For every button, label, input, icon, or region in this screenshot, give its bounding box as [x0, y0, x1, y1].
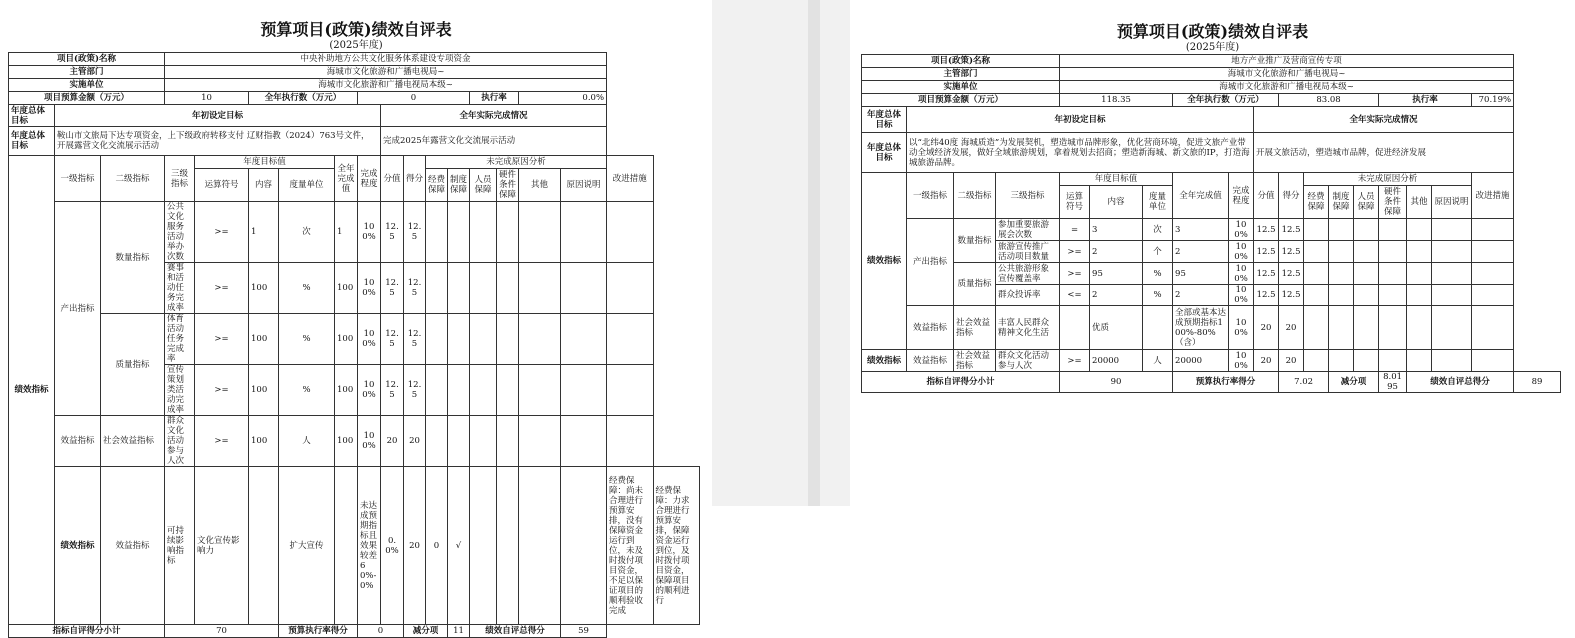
cell-score: 12.5 [1254, 219, 1279, 241]
cell-unit: % [1143, 285, 1173, 306]
cell-content: 1 [249, 202, 279, 263]
goal-initial: 以“北纬40度 海城质造”为发展契机，塑造城市品牌形象，优化营商环境，促进文旅产业带动全域经济发展，做好全域旅游规划，拿着规划去招商；塑造新海城、新文旅的IP，打造海城旅游品牌。 [907, 133, 1254, 173]
cell-l3: 旅游宣传推广活动项目数量 [996, 241, 1060, 263]
table-row [862, 306, 1561, 350]
cell-degree: 100% [358, 314, 381, 365]
cell-got: 12.5 [404, 314, 426, 365]
unit-name: 海城市文化旅游和广播电视局本级~ [165, 79, 607, 92]
cell-complete: 未达成预期指标且效果较差60%-0% [358, 467, 381, 625]
table-row [9, 314, 700, 365]
label-initial: 年初设定目标 [55, 105, 381, 127]
cell-unit: 个 [1143, 241, 1173, 263]
h-r1: 经费保障 [1304, 186, 1329, 219]
cell-l2: 数量指标 [954, 219, 996, 263]
cell-got: 12.5 [1279, 285, 1304, 306]
check-mark: √ [448, 467, 470, 625]
h-r3: 人员保障 [470, 169, 497, 202]
page-year: (2025年度) [1185, 42, 1240, 53]
cell-complete: 100 [335, 365, 358, 416]
h-complete: 全年完成值 [1173, 173, 1229, 219]
h-measure: 改进措施 [607, 156, 653, 202]
label-deduct: 减分项 [1329, 372, 1379, 393]
cell-l3: 群众投诉率 [996, 285, 1060, 306]
h-r6: 原因说明 [561, 169, 607, 202]
label-exec: 全年执行数（万元） [249, 92, 358, 105]
h-level3: 三级指标 [996, 173, 1060, 219]
h-got: 得分 [1279, 173, 1304, 219]
dept-name: 海城市文化旅游和广播电视局~ [1060, 68, 1514, 81]
cell-got: 20 [1279, 306, 1304, 350]
table-row [9, 467, 700, 625]
project-name: 中央补助地方公共文化服务体系建设专项资金 [165, 53, 607, 66]
cell-unit: 人 [1143, 350, 1173, 372]
h-r1: 经费保障 [426, 169, 448, 202]
h-degree: 完成程度 [358, 156, 381, 202]
label-project: 项目(政策)名称 [862, 55, 1060, 68]
cell-unit [335, 467, 358, 625]
cell-l3: 宣传策划类活动完成率 [165, 365, 195, 416]
h-level1: 一级指标 [907, 173, 954, 219]
label-goal: 年度总体目标 [9, 105, 55, 127]
h-level3: 三级指标 [165, 156, 195, 202]
cell-complete: 2 [1173, 241, 1229, 263]
cell-op [1060, 306, 1090, 350]
label-project: 项目(政策)名称 [9, 53, 165, 66]
cell-content: 100 [249, 416, 279, 467]
page-year: (2025年度) [329, 40, 383, 51]
cell-unit: 次 [279, 202, 335, 263]
h-level2: 二级指标 [954, 173, 996, 219]
cell-score: 12.5 [381, 314, 404, 365]
label-deduct: 减分项 [404, 625, 448, 638]
label-total: 绩效自评总得分 [1407, 372, 1514, 393]
h-level2: 二级指标 [101, 156, 165, 202]
cell-score: 12.5 [1254, 241, 1279, 263]
cell-l3: 赛事和活动任务完成率 [165, 263, 195, 314]
document-page-left [0, 0, 712, 636]
goal-actual: 完成2025年露营文化交流展示活动 [381, 127, 607, 156]
cell-l3: 公共旅游形象宣传覆盖率 [996, 263, 1060, 285]
subtotal-value: 70 [165, 625, 279, 638]
h-r4: 硬件条件保障 [497, 169, 519, 202]
h-score: 分值 [381, 156, 404, 202]
label-budget: 项目预算金额（万元） [862, 94, 1060, 107]
h-r6: 原因说明 [1432, 186, 1472, 219]
label-output: 产出指标 [55, 202, 101, 416]
cell-op [249, 467, 279, 625]
h-complete: 全年完成值 [335, 156, 358, 202]
cell-got: 12.5 [1279, 219, 1304, 241]
cell-got: 12.5 [404, 202, 426, 263]
cell-l2: 数量指标 [101, 202, 165, 314]
label-rate: 执行率 [1379, 94, 1472, 107]
page-title: 预算项目(政策)绩效自评表 [260, 20, 452, 39]
cell-complete: 100 [335, 416, 358, 467]
label-actual: 全年实际完成情况 [1254, 107, 1514, 133]
h-op: 运算符号 [195, 169, 249, 202]
cell-score: 12.5 [381, 263, 404, 314]
exec-value: 83.08 [1279, 94, 1379, 107]
cell-content: 优质 [1090, 306, 1143, 350]
h-content: 内容 [1090, 186, 1143, 219]
cell-content: 100 [249, 314, 279, 365]
page-gutter-divider [808, 0, 820, 506]
measure-text: 经费保障：力求合理进行预算安排，保障资金运行到位，及时拨付项目资金，保障项目的顺利进行 [653, 467, 699, 625]
project-name: 地方产业推广及营商宣传专项 [1060, 55, 1514, 68]
h-reason-group: 未完成原因分析 [1304, 173, 1472, 186]
cell-content: 100 [249, 263, 279, 314]
cell-got: 12.5 [404, 263, 426, 314]
cell-op: >= [195, 416, 249, 467]
cell-unit: 人 [279, 416, 335, 467]
label-unit: 实施单位 [9, 79, 165, 92]
document-page-right [850, 0, 1575, 506]
cell-op: >= [195, 314, 249, 365]
cell-l2: 质量指标 [954, 263, 996, 306]
label-perf: 绩效指标 [9, 156, 55, 625]
cell-unit: % [279, 365, 335, 416]
cell-degree: 100% [1229, 306, 1254, 350]
cell-score: 12.5 [1254, 263, 1279, 285]
label-rate: 执行率 [470, 92, 519, 105]
cell-l2: 社会效益指标 [101, 416, 165, 467]
page-gutter [712, 0, 850, 506]
cell-complete: 全部或基本达成预期指标100%-80%（含） [1173, 306, 1229, 350]
label-perf: 绩效指标 [55, 467, 101, 625]
table-row [9, 202, 700, 263]
h-r4: 硬件条件保障 [1379, 186, 1407, 219]
cell-complete: 1 [335, 202, 358, 263]
page-title: 预算项目(政策)绩效自评表 [1116, 22, 1309, 41]
deduct-value: 8.0195 [1379, 372, 1407, 393]
cell-l1: 效益指标 [907, 306, 954, 350]
h-content: 内容 [249, 169, 279, 202]
cell-got: 0 [426, 467, 448, 625]
cell-op: >= [1060, 241, 1090, 263]
goal-actual: 开展文旅活动，塑造城市品牌，促进经济发展 [1254, 133, 1514, 173]
label-exec-score: 预算执行率得分 [1173, 372, 1279, 393]
h-unit: 度量单位 [279, 169, 335, 202]
evaluation-table [8, 52, 700, 638]
cell-l2: 质量指标 [101, 314, 165, 416]
label-subtotal: 指标自评得分小计 [862, 372, 1060, 393]
cell-complete: 20000 [1173, 350, 1229, 372]
cell-complete: 95 [1173, 263, 1229, 285]
h-r2: 制度保障 [1329, 186, 1354, 219]
cell-score: 12.5 [381, 202, 404, 263]
label-goal: 年度总体目标 [862, 133, 907, 173]
label-goal: 年度总体目标 [9, 127, 55, 156]
cell-op: = [1060, 219, 1090, 241]
h-r3: 人员保障 [1354, 186, 1379, 219]
cell-degree: 100% [1229, 219, 1254, 241]
h-got: 得分 [404, 156, 426, 202]
cell-got: 20 [404, 416, 426, 467]
cell-degree: 100% [358, 416, 381, 467]
cell-degree: 100% [1229, 241, 1254, 263]
h-degree: 完成程度 [1229, 173, 1254, 219]
cell-unit: % [279, 314, 335, 365]
cell-degree: 100% [358, 263, 381, 314]
label-unit: 实施单位 [862, 81, 1060, 94]
cell-degree: 100% [358, 202, 381, 263]
label-initial: 年初设定目标 [907, 107, 1254, 133]
cell-score: 20 [1254, 350, 1279, 372]
cell-unit [1143, 306, 1173, 350]
h-op: 运算符号 [1060, 186, 1090, 219]
exec-value: 0 [358, 92, 470, 105]
cell-l2: 社会效益指标 [954, 306, 996, 350]
table-row [862, 350, 1561, 372]
cell-op: >= [1060, 350, 1090, 372]
cell-op: <= [1060, 285, 1090, 306]
cell-l3: 群众文化活动参与人次 [165, 416, 195, 467]
table-row [9, 416, 700, 467]
cell-l1: 效益指标 [55, 416, 101, 467]
cell-degree: 100% [358, 365, 381, 416]
cell-score: 20 [404, 467, 426, 625]
dept-name: 海城市文化旅游和广播电视局~ [165, 66, 607, 79]
h-score: 分值 [1254, 173, 1279, 219]
label-total: 绩效自评总得分 [470, 625, 561, 638]
cell-l1: 效益指标 [101, 467, 165, 625]
h-level1: 一级指标 [55, 156, 101, 202]
label-output: 产出指标 [907, 219, 954, 306]
cell-l3: 公共文化服务活动举办次数 [165, 202, 195, 263]
cell-degree: 100% [1229, 285, 1254, 306]
label-perf: 绩效指标 [862, 350, 907, 372]
exec-score-value: 0 [358, 625, 404, 638]
budget-value: 118.35 [1060, 94, 1173, 107]
label-budget: 项目预算金额（万元） [9, 92, 165, 105]
cell-got: 12.5 [404, 365, 426, 416]
cell-unit: % [279, 263, 335, 314]
cell-complete: 100 [335, 314, 358, 365]
label-subtotal: 指标自评得分小计 [9, 625, 165, 638]
cell-op: >= [1060, 263, 1090, 285]
h-unit: 度量单位 [1143, 186, 1173, 219]
cell-l3: 参加重要旅游展会次数 [996, 219, 1060, 241]
label-perf: 绩效指标 [862, 173, 907, 350]
cell-content: 2 [1090, 241, 1143, 263]
exec-score-value: 7.02 [1279, 372, 1329, 393]
cell-got: 20 [1279, 350, 1304, 372]
deduct-value: 11 [448, 625, 470, 638]
h-reason-group: 未完成原因分析 [426, 156, 607, 169]
cell-l3: 丰富人民群众精神文化生活 [996, 306, 1060, 350]
evaluation-table [861, 54, 1561, 393]
cell-op: >= [195, 365, 249, 416]
total-value: 59 [561, 625, 607, 638]
cell-l2: 可持续影响指标 [165, 467, 195, 625]
cell-complete: 100 [335, 263, 358, 314]
goal-initial: 鞍山市文旅局下达专项资金，上下级政府转移支付 辽财指教（2024）763号文件，开展露营文化交流展示活动 [55, 127, 381, 156]
budget-value: 10 [165, 92, 249, 105]
h-annual-target: 年度目标值 [195, 156, 335, 169]
cell-content: 95 [1090, 263, 1143, 285]
rate-value: 0.0% [519, 92, 607, 105]
table-row [862, 219, 1561, 241]
cell-degree: 100% [1229, 350, 1254, 372]
label-exec-score: 预算执行率得分 [279, 625, 358, 638]
cell-l2: 社会效益指标 [954, 350, 996, 372]
h-measure: 改进措施 [1472, 173, 1514, 219]
h-annual-target: 年度目标值 [1060, 173, 1173, 186]
total-value: 89 [1514, 372, 1561, 393]
reason-text: 经费保障：尚未合理进行预算安排，没有保障资金运行到位，未及时拨付项目资金，不足以保证项目的顺利验收完成 [607, 467, 653, 625]
cell-score: 20 [381, 416, 404, 467]
cell-score: 12.5 [381, 365, 404, 416]
label-goal: 年度总体目标 [862, 107, 907, 133]
cell-degree: 100% [1229, 263, 1254, 285]
cell-content: 扩大宣传 [279, 467, 335, 625]
cell-complete: 3 [1173, 219, 1229, 241]
label-exec: 全年执行数（万元） [1173, 94, 1279, 107]
label-dept: 主管部门 [862, 68, 1060, 81]
h-r5: 其他 [1407, 186, 1432, 219]
label-dept: 主管部门 [9, 66, 165, 79]
table-row [862, 263, 1561, 285]
cell-score: 12.5 [1254, 285, 1279, 306]
unit-name: 海城市文化旅游和广播电视局本级~ [1060, 81, 1514, 94]
cell-l1: 效益指标 [907, 350, 954, 372]
cell-complete: 2 [1173, 285, 1229, 306]
cell-content: 100 [249, 365, 279, 416]
rate-value: 70.19% [1472, 94, 1514, 107]
cell-op: >= [195, 263, 249, 314]
h-r5: 其他 [519, 169, 561, 202]
h-r2: 制度保障 [448, 169, 470, 202]
cell-l3: 群众文化活动参与人次 [996, 350, 1060, 372]
cell-op: >= [195, 202, 249, 263]
cell-content: 20000 [1090, 350, 1143, 372]
subtotal-value: 90 [1060, 372, 1173, 393]
cell-unit: 次 [1143, 219, 1173, 241]
cell-got: 12.5 [1279, 263, 1304, 285]
cell-unit: % [1143, 263, 1173, 285]
cell-l3: 体育活动任务完成率 [165, 314, 195, 365]
cell-degree: 0.0% [381, 467, 404, 625]
cell-score: 20 [1254, 306, 1279, 350]
cell-got: 12.5 [1279, 241, 1304, 263]
label-actual: 全年实际完成情况 [381, 105, 607, 127]
cell-content: 3 [1090, 219, 1143, 241]
cell-l3: 文化宣传影响力 [195, 467, 249, 625]
cell-content: 2 [1090, 285, 1143, 306]
